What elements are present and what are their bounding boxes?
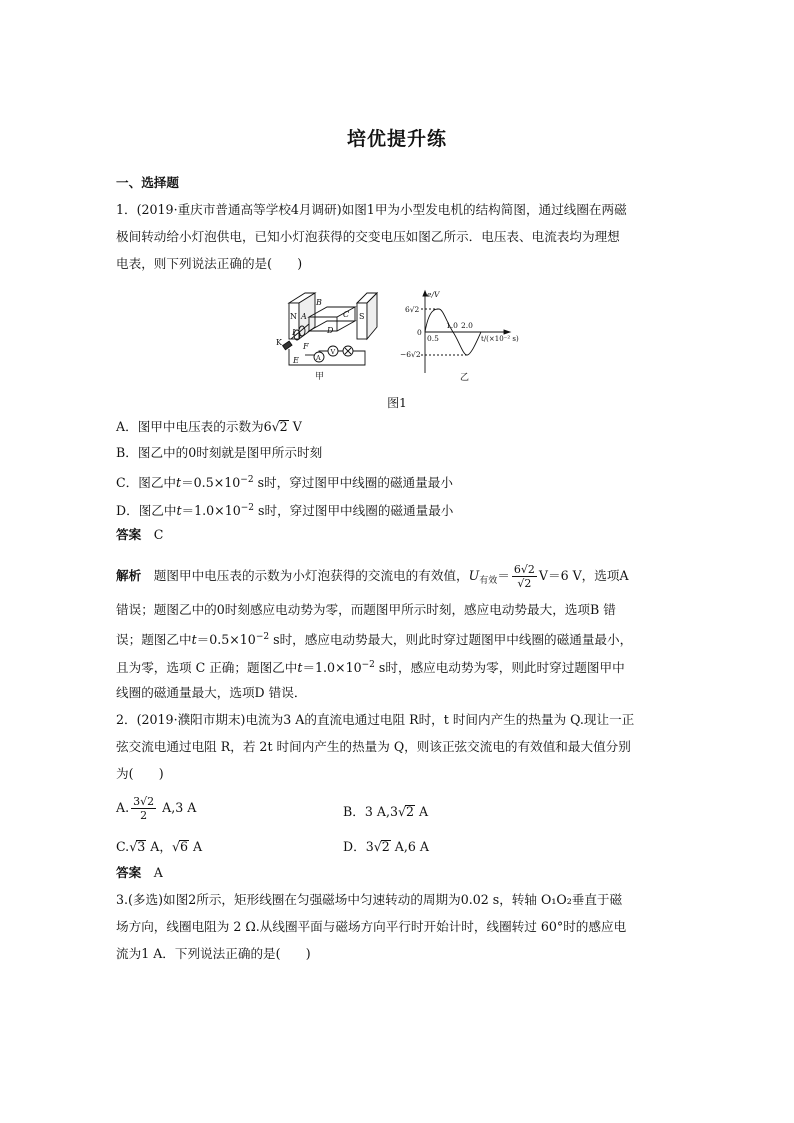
label-jia: 甲 xyxy=(315,372,325,382)
graph-y-zero: 0 xyxy=(417,328,422,337)
graph-labels xyxy=(400,290,519,383)
label-C: C xyxy=(343,310,350,319)
label-S: S xyxy=(359,312,365,321)
q1-line-3: 电表，则下列说法正确的是( ) xyxy=(116,256,303,271)
q3-line-1: 3.(多选)如图2所示，矩形线圈在匀强磁场中匀速转动的周期为0.02 s，转轴 O₁O₂垂直于磁 xyxy=(116,892,623,907)
q2-answer: 答案 A xyxy=(116,865,163,880)
q1-analysis-line-3: 误；题图乙中$t=0.5\times 10^{-2}$ s时，感应电动势最大，则此时穿过题图甲中线圈的磁通量最小， xyxy=(116,632,633,647)
q1-option-a: A．图甲中电压表的示数为6√2 V xyxy=(116,419,302,434)
q1-analysis-line-1: 解析 题图甲中电压表的示数为小灯泡获得的交流电的有效值，$U_{有效}=$ $\frac{6√2}{√2}$ V＝6 V，选项A xyxy=(116,563,629,590)
q1-analysis-line-4: 且为零，选项 C 正确；题图乙中$t=1.0\times 10^{-2}$ s时，感应电动势为零，则此时穿过题图甲中 xyxy=(116,660,625,675)
graph-xlabel: t/(×10⁻² s) xyxy=(481,335,519,343)
q1-option-b: B．图乙中的0时刻就是图甲所示时刻 xyxy=(116,445,323,460)
q2-option-b: B．3 A,3√2 A xyxy=(343,804,429,819)
graph-y-top: 6√2 xyxy=(405,305,420,314)
voltage-graph xyxy=(421,291,510,373)
label-B: B xyxy=(316,298,322,307)
section-heading: 一、选择题 xyxy=(116,175,179,190)
q2-option-d: D．3√2 A,6 A xyxy=(343,839,429,854)
q2-line-3: 为( ) xyxy=(116,766,164,781)
figure-1-svg xyxy=(275,289,525,385)
q2-line-1: 2．(2019·濮阳市期末)电流为3 A的直流电通过电阻 R时，t 时间内产生的热量为 Q.现让一正 xyxy=(116,712,635,727)
q1-analysis-line-2: 错误；题图乙中的0时刻感应电动势为零，而题图甲所示时刻，感应电动势最大，选项B 错 xyxy=(116,602,616,617)
q2-line-2: 弦交流电通过电阻 R，若 2t 时间内产生的热量为 Q，则该正弦交流电的有效值和最大值分别 xyxy=(116,739,631,754)
q2-option-c: C.√3 A，√6 A xyxy=(116,839,203,854)
label-yi: 乙 xyxy=(460,373,470,383)
label-F: F xyxy=(303,342,309,351)
label-A: A xyxy=(301,312,307,321)
q1-line-1: 1．(2019·重庆市普通高等学校4月调研)如图1甲为小型发电机的结构简图，通过线圈在两磁 xyxy=(116,202,627,217)
q1-line-2: 极间转动给小灯泡供电，已知小灯泡获得的交变电压如图乙所示．电压表、电流表均为理想 xyxy=(116,229,620,244)
q1-answer: 答案 C xyxy=(116,527,164,542)
figure-1-caption: 图1 xyxy=(387,396,407,410)
label-E: E xyxy=(293,356,299,365)
label-N: N xyxy=(290,312,297,321)
graph-x-05: 0.5 xyxy=(427,334,439,343)
label-ammeter: A xyxy=(316,354,321,362)
q1-option-d: D．图乙中$t=1.0\times 10^{-2}$ s时，穿过图甲中线圈的磁通量最小 xyxy=(116,503,454,518)
q2-option-a: A. $\frac{3√2}{2}$ A,3 A xyxy=(116,795,197,822)
graph-ylabel: e/V xyxy=(427,290,440,299)
graph-x-20: 2.0 xyxy=(461,321,473,330)
graph-x-10: 1.0 xyxy=(446,321,458,330)
figure-1 xyxy=(275,289,525,385)
q3-line-3: 流为1 A．下列说法正确的是( ) xyxy=(116,946,311,961)
q3-line-2: 场方向，线圈电阻为 2 Ω.从线圈平面与磁场方向平行时开始计时，线圈转过 60°时的感应电 xyxy=(116,919,627,934)
graph-y-bot: −6√2 xyxy=(400,350,421,359)
q1-analysis-line-5: 线圈的磁通量最大，选项D 错误． xyxy=(116,685,307,700)
page-title: 培优提升练 xyxy=(346,128,447,150)
q1-option-c: C．图乙中$t=0.5\times 10^{-2}$ s时，穿过图甲中线圈的磁通量最小 xyxy=(116,475,453,490)
label-K: K xyxy=(276,338,282,347)
label-L: L xyxy=(292,328,298,337)
label-D: D xyxy=(327,326,334,335)
label-voltmeter: V xyxy=(330,348,336,356)
